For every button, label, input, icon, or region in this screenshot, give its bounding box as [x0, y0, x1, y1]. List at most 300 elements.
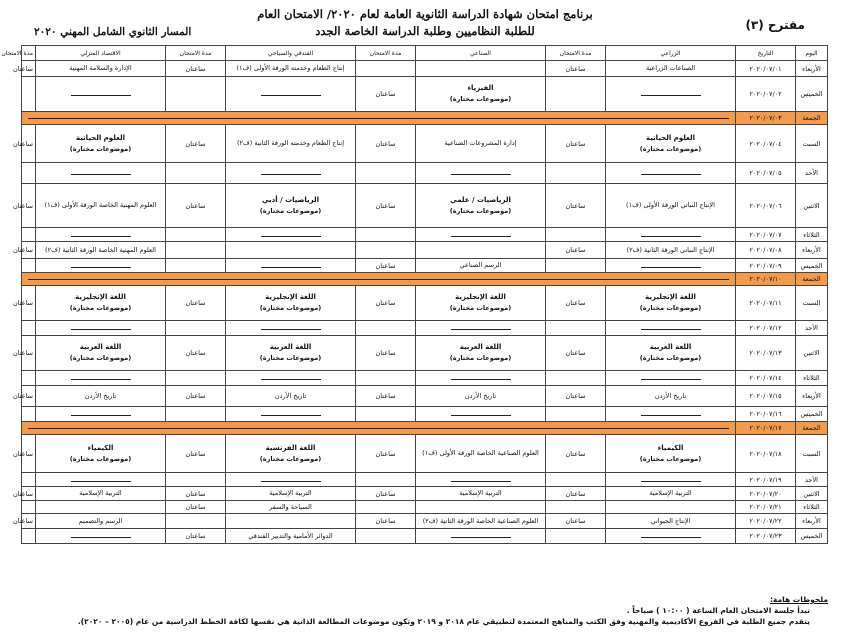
- subject-name: اللغة العربية: [269, 343, 312, 351]
- subject-cell: [226, 487, 356, 501]
- subject-cell: [226, 321, 356, 336]
- schedule-row: [22, 228, 828, 242]
- column-header: الصناعي: [416, 46, 546, 61]
- column-header: الفندقي والسياحي: [226, 46, 356, 61]
- subject-name: تاريخ الأردن: [274, 391, 307, 400]
- subject-name: السياحة والسفر: [269, 502, 312, 511]
- subject-note: (موضوعات مختارة): [69, 144, 132, 153]
- day-cell: الأحد: [796, 321, 828, 336]
- schedule-row: [22, 77, 828, 112]
- subject-cell: [416, 61, 546, 77]
- duration-cell: [356, 163, 416, 184]
- date-cell: ٢٠٢٠/٠٧/١٤: [736, 371, 796, 386]
- subject-cell: [36, 228, 166, 242]
- column-header: مدة الامتحان: [166, 46, 226, 61]
- duration-cell: [22, 321, 36, 336]
- duration-cell: [546, 371, 606, 386]
- empty-line: [451, 415, 511, 416]
- duration-cell: [546, 259, 606, 273]
- day-cell: الأحد: [796, 163, 828, 184]
- proposal-label: مقترح (٣): [745, 18, 805, 32]
- subject-name: الإدارة والسلامة المهنية: [69, 64, 132, 72]
- subject-cell: [36, 61, 166, 77]
- date-cell: ٢٠٢٠/٠٧/١٨: [736, 435, 796, 473]
- empty-line: [261, 329, 321, 330]
- empty-line: [451, 329, 511, 330]
- schedule-row: [22, 422, 828, 435]
- schedule-row: [22, 125, 828, 163]
- subject-note: (موضوعات مختارة): [259, 206, 322, 215]
- subject-cell: [226, 386, 356, 407]
- duration-cell: [166, 163, 226, 184]
- empty-line: [641, 379, 701, 380]
- subject-note: (موضوعات مختارة): [69, 354, 132, 362]
- subject-cell: [416, 407, 546, 422]
- subject-name: تاريخ الأردن: [84, 391, 117, 400]
- subject-cell: [416, 514, 546, 529]
- subject-name: اللغة الإنجليزية: [645, 293, 696, 301]
- day-cell: الخميس: [796, 259, 828, 273]
- column-header: الاقتصاد المنزلي: [36, 46, 166, 61]
- duration-cell: [22, 259, 36, 273]
- empty-line: [71, 267, 131, 268]
- day-cell: الأربعاء: [796, 386, 828, 407]
- subject-cell: [36, 501, 166, 514]
- subject-cell: [36, 77, 166, 112]
- subject-cell: [226, 77, 356, 112]
- date-cell: ٢٠٢٠/٠٧/٠٦: [736, 184, 796, 228]
- subject-note: (موضوعات مختارة): [449, 206, 512, 215]
- date-cell: ٢٠٢٠/٠٧/١٥: [736, 386, 796, 407]
- empty-line: [641, 174, 701, 175]
- document-header: [0, 0, 850, 44]
- duration-cell: ساعتان: [546, 242, 606, 259]
- duration-cell: ساعتان: [166, 184, 226, 228]
- empty-line: [71, 415, 131, 416]
- subject-cell: [226, 371, 356, 386]
- duration-cell: ساعتان: [166, 487, 226, 501]
- subject-cell: [226, 242, 356, 259]
- subject-cell: [226, 228, 356, 242]
- duration-cell: ساعتان: [356, 487, 416, 501]
- duration-cell: ساعتان: [546, 286, 606, 321]
- day-cell: الجمعة: [796, 422, 828, 435]
- date-cell: ٢٠٢٠/٠٧/٢١: [736, 501, 796, 514]
- subject-name: الإنتاج النباتي الورقة الأولى (ف١): [626, 201, 715, 209]
- duration-cell: [22, 473, 36, 487]
- subject-name: التربية الإسلامية: [649, 489, 692, 497]
- subject-cell: [226, 473, 356, 487]
- subject-name: إدارة المشروعات الصناعية: [444, 139, 517, 147]
- duration-cell: ساعتان: [356, 286, 416, 321]
- subject-cell: [606, 125, 736, 163]
- schedule-row: [22, 259, 828, 273]
- subject-cell: [606, 286, 736, 321]
- subject-cell: [416, 77, 546, 112]
- subject-cell: [606, 514, 736, 529]
- table-header-row: [22, 46, 828, 61]
- subject-name: الفيزياء: [467, 84, 494, 92]
- subject-name: اللغة العربية: [79, 343, 122, 351]
- subject-name: الكيمياء: [87, 443, 114, 452]
- subject-cell: [416, 336, 546, 371]
- duration-cell: [22, 77, 36, 112]
- subject-name: الرسم والتصميم: [78, 516, 123, 525]
- duration-cell: ساعتان: [546, 184, 606, 228]
- schedule-row: [22, 286, 828, 321]
- subject-note: (موضوعات مختارة): [449, 304, 512, 312]
- duration-cell: ساعتان: [356, 125, 416, 163]
- date-cell: ٢٠٢٠/٠٧/١٠: [736, 273, 796, 286]
- subject-cell: [606, 407, 736, 422]
- day-cell: السبت: [796, 125, 828, 163]
- duration-cell: ساعتان: [546, 61, 606, 77]
- holiday-cell: [22, 422, 736, 435]
- subject-cell: [416, 286, 546, 321]
- subject-name: إنتاج الطعام وخدمته الورقة الأولى (ف١): [236, 64, 345, 72]
- subject-name: الرياضيات / علمي: [450, 195, 511, 204]
- subject-cell: [416, 259, 546, 273]
- title-line-1: برنامج امتحان شهادة الدراسة الثانوية العامة لعام ٢٠٢٠/ الامتحان العام: [257, 7, 593, 21]
- note-item: يتقدم جميع الطلبة في الفروع الأكاديمية والمهنية وفق الكتب والمناهج المعتمدة لتطبيقي عام ٢٠١٨ و ٢٠١٩ وتكون موضوعات المطالعة الذاتية هي نفسها لكافة الخطط الدراسية من عام (٢٠٠٥ – ٢٠٢٠).: [77, 617, 810, 626]
- schedule-row: [22, 487, 828, 501]
- duration-cell: [546, 529, 606, 544]
- subject-name: إنتاج الطعام وخدمته الورقة الثانية (ف٢): [236, 139, 345, 147]
- subject-cell: [606, 184, 736, 228]
- subject-cell: [36, 184, 166, 228]
- subject-cell: [606, 321, 736, 336]
- day-cell: الثلاثاء: [796, 228, 828, 242]
- duration-cell: [356, 242, 416, 259]
- date-cell: ٢٠٢٠/٠٧/١٩: [736, 473, 796, 487]
- subject-note: (موضوعات مختارة): [639, 354, 702, 362]
- subject-cell: [416, 487, 546, 501]
- duration-cell: [356, 371, 416, 386]
- schedule-row: [22, 184, 828, 228]
- document-title: [180, 6, 670, 40]
- schedule-row: [22, 407, 828, 422]
- duration-cell: ساعتان: [22, 336, 36, 371]
- schedule-row: [22, 371, 828, 386]
- empty-line: [451, 481, 511, 482]
- date-cell: ٢٠٢٠/٠٧/٢٢: [736, 514, 796, 529]
- duration-cell: ساعتان: [546, 386, 606, 407]
- duration-cell: [22, 371, 36, 386]
- subject-name: اللغة الفرنسية: [265, 443, 316, 452]
- subject-note: (موضوعات مختارة): [69, 304, 132, 312]
- duration-cell: [546, 321, 606, 336]
- empty-line: [71, 174, 131, 175]
- subject-cell: [416, 386, 546, 407]
- empty-line: [641, 537, 701, 538]
- duration-cell: [356, 529, 416, 544]
- subject-name: التربية الإسلامية: [459, 489, 502, 497]
- empty-line: [261, 267, 321, 268]
- subject-cell: [36, 336, 166, 371]
- duration-cell: ساعتان: [166, 529, 226, 544]
- empty-line: [71, 481, 131, 482]
- empty-line: [261, 236, 321, 237]
- subject-name: العلوم المهنية الخاصة الورقة الأولى (ف١): [44, 201, 157, 209]
- subject-cell: [226, 163, 356, 184]
- column-header: مدة الامتحان: [22, 46, 36, 61]
- day-cell: الجمعة: [796, 273, 828, 286]
- notes-section: [40, 594, 828, 627]
- duration-cell: [166, 407, 226, 422]
- duration-cell: [166, 473, 226, 487]
- duration-cell: ساعتان: [546, 514, 606, 529]
- date-cell: ٢٠٢٠/٠٧/٠١: [736, 61, 796, 77]
- date-cell: ٢٠٢٠/٠٧/٠٨: [736, 242, 796, 259]
- duration-cell: ساعتان: [166, 286, 226, 321]
- column-header: مدة الامتحان: [356, 46, 416, 61]
- date-cell: ٢٠٢٠/٠٧/٢٣: [736, 529, 796, 544]
- duration-cell: ساعتان: [22, 286, 36, 321]
- subject-note: (موضوعات مختارة): [639, 144, 702, 153]
- duration-cell: ساعتان: [356, 386, 416, 407]
- schedule-row: [22, 273, 828, 286]
- subject-cell: [36, 286, 166, 321]
- subject-cell: [226, 529, 356, 544]
- subject-name: الكيمياء: [657, 443, 684, 452]
- subject-cell: [606, 259, 736, 273]
- schedule-row: [22, 529, 828, 544]
- notes-heading: ملحوظات هامة:: [769, 595, 828, 604]
- empty-line: [451, 537, 511, 538]
- empty-line: [641, 267, 701, 268]
- subject-cell: [606, 529, 736, 544]
- subject-note: (موضوعات مختارة): [639, 304, 702, 312]
- subject-cell: [36, 487, 166, 501]
- empty-line: [451, 174, 511, 175]
- subject-cell: [606, 435, 736, 473]
- subject-note: (موضوعات مختارة): [259, 304, 322, 312]
- duration-cell: [356, 228, 416, 242]
- duration-cell: [166, 77, 226, 112]
- day-cell: الثلاثاء: [796, 501, 828, 514]
- schedule-row: [22, 61, 828, 77]
- track-label: المسار الثانوي الشامل المهني ٢٠٢٠: [34, 26, 192, 38]
- duration-cell: [546, 228, 606, 242]
- date-cell: ٢٠٢٠/٠٧/١٧: [736, 422, 796, 435]
- duration-cell: [356, 61, 416, 77]
- subject-cell: [36, 407, 166, 422]
- subject-cell: [606, 163, 736, 184]
- duration-cell: ساعتان: [22, 435, 36, 473]
- subject-name: الرياضيات / أدبي: [261, 195, 320, 204]
- schedule-row: [22, 336, 828, 371]
- duration-cell: [166, 514, 226, 529]
- subject-cell: [416, 163, 546, 184]
- duration-cell: ساعتان: [22, 184, 36, 228]
- date-cell: ٢٠٢٠/٠٧/١٣: [736, 336, 796, 371]
- subject-cell: [606, 473, 736, 487]
- day-cell: الاثنين: [796, 336, 828, 371]
- day-cell: السبت: [796, 286, 828, 321]
- subject-cell: [226, 407, 356, 422]
- subject-cell: [36, 321, 166, 336]
- duration-cell: [166, 371, 226, 386]
- subject-cell: [606, 487, 736, 501]
- title-line-2: للطلبة النظاميين وطلبة الدراسة الخاصة الجدد: [315, 24, 535, 38]
- subject-name: التربية الإسلامية: [79, 489, 122, 497]
- subject-name: الصناعات الزراعية: [645, 64, 696, 72]
- subject-cell: [226, 61, 356, 77]
- date-cell: ٢٠٢٠/٠٧/٠٤: [736, 125, 796, 163]
- duration-cell: [356, 321, 416, 336]
- empty-line: [71, 95, 131, 96]
- schedule-row: [22, 473, 828, 487]
- duration-cell: ساعتان: [22, 61, 36, 77]
- day-cell: الثلاثاء: [796, 371, 828, 386]
- subject-cell: [606, 228, 736, 242]
- subject-note: (موضوعات مختارة): [259, 454, 322, 463]
- subject-cell: [416, 501, 546, 514]
- duration-cell: [22, 163, 36, 184]
- subject-cell: [36, 259, 166, 273]
- day-cell: الخميس: [796, 77, 828, 112]
- duration-cell: ساعتان: [356, 77, 416, 112]
- subject-cell: [226, 501, 356, 514]
- subject-name: الرسم الصناعي: [459, 261, 502, 269]
- subject-cell: [226, 336, 356, 371]
- subject-name: التربية الإسلامية: [269, 489, 312, 497]
- duration-cell: [22, 407, 36, 422]
- column-header: مدة الامتحان: [546, 46, 606, 61]
- subject-cell: [226, 286, 356, 321]
- date-cell: ٢٠٢٠/٠٧/٠٣: [736, 112, 796, 125]
- subject-cell: [416, 321, 546, 336]
- schedule-row: [22, 435, 828, 473]
- duration-cell: ساعتان: [356, 336, 416, 371]
- subject-cell: [36, 514, 166, 529]
- subject-cell: [416, 228, 546, 242]
- subject-cell: [36, 529, 166, 544]
- column-header: التاريخ: [736, 46, 796, 61]
- schedule-row: [22, 112, 828, 125]
- empty-line: [261, 481, 321, 482]
- subject-name: العلوم المهنية الخاصة الورقة الثانية (ف٢): [45, 245, 156, 254]
- empty-line: [261, 174, 321, 175]
- empty-line: [641, 415, 701, 416]
- subject-name: العلوم الحياتية: [645, 133, 696, 142]
- subject-name: اللغة الإنجليزية: [265, 293, 316, 301]
- empty-line: [261, 95, 321, 96]
- subject-cell: [416, 184, 546, 228]
- subject-name: العلوم الصناعية الخاصة الورقة الثانية (ف٢): [422, 516, 539, 525]
- duration-cell: [22, 228, 36, 242]
- day-cell: الاثنين: [796, 487, 828, 501]
- holiday-cell: [22, 273, 736, 286]
- duration-cell: [356, 473, 416, 487]
- duration-cell: [546, 501, 606, 514]
- subject-cell: [226, 184, 356, 228]
- duration-cell: ساعتان: [22, 487, 36, 501]
- subject-cell: [36, 473, 166, 487]
- empty-line: [451, 236, 511, 237]
- empty-line: [261, 415, 321, 416]
- empty-line: [641, 236, 701, 237]
- empty-line: [71, 379, 131, 380]
- duration-cell: ساعتان: [22, 386, 36, 407]
- column-header: الزراعي: [606, 46, 736, 61]
- duration-cell: [166, 259, 226, 273]
- subject-cell: [416, 371, 546, 386]
- subject-cell: [606, 501, 736, 514]
- duration-cell: [546, 163, 606, 184]
- subject-cell: [606, 386, 736, 407]
- subject-name: الإنتاج النباتي الورقة الثانية (ف٢): [626, 245, 715, 254]
- subject-note: (موضوعات مختارة): [639, 454, 702, 463]
- subject-name: الإنتاج الحيواني: [650, 516, 691, 525]
- duration-cell: ساعتان: [356, 435, 416, 473]
- duration-cell: [546, 77, 606, 112]
- subject-cell: [226, 125, 356, 163]
- subject-cell: [226, 435, 356, 473]
- date-cell: ٢٠٢٠/٠٧/٠٥: [736, 163, 796, 184]
- duration-cell: ساعتان: [166, 386, 226, 407]
- schedule-row: [22, 321, 828, 336]
- schedule-row: [22, 163, 828, 184]
- empty-line: [641, 481, 701, 482]
- schedule-row: [22, 242, 828, 259]
- column-header: اليوم: [796, 46, 828, 61]
- date-cell: ٢٠٢٠/٠٧/١٦: [736, 407, 796, 422]
- duration-cell: ساعتان: [546, 435, 606, 473]
- exam-schedule-table: [1, 45, 828, 544]
- subject-name: الدوائر الأمامية والتدبير الفندقي: [248, 531, 333, 540]
- subject-cell: [606, 371, 736, 386]
- subject-cell: [416, 473, 546, 487]
- duration-cell: [356, 407, 416, 422]
- duration-cell: ساعتان: [166, 501, 226, 514]
- subject-note: (موضوعات مختارة): [449, 95, 512, 103]
- subject-name: اللغة العربية: [649, 343, 692, 351]
- subject-cell: [36, 371, 166, 386]
- duration-cell: [166, 228, 226, 242]
- duration-cell: ساعتان: [22, 125, 36, 163]
- schedule-row: [22, 386, 828, 407]
- subject-name: تاريخ الأردن: [464, 391, 497, 400]
- day-cell: الجمعة: [796, 112, 828, 125]
- date-cell: ٢٠٢٠/٠٧/٠٧: [736, 228, 796, 242]
- day-cell: الخميس: [796, 407, 828, 422]
- duration-cell: ساعتان: [22, 242, 36, 259]
- duration-cell: ساعتان: [22, 514, 36, 529]
- subject-note: (موضوعات مختارة): [259, 354, 322, 362]
- day-cell: الأربعاء: [796, 61, 828, 77]
- day-cell: الأربعاء: [796, 514, 828, 529]
- subject-cell: [226, 259, 356, 273]
- empty-line: [641, 95, 701, 96]
- duration-cell: ساعتان: [356, 259, 416, 273]
- subject-cell: [606, 61, 736, 77]
- subject-cell: [416, 125, 546, 163]
- subject-cell: [36, 125, 166, 163]
- subject-cell: [36, 435, 166, 473]
- subject-note: (موضوعات مختارة): [69, 454, 132, 463]
- holiday-cell: [22, 112, 736, 125]
- day-cell: الخميس: [796, 529, 828, 544]
- empty-line: [71, 236, 131, 237]
- duration-cell: ساعتان: [166, 336, 226, 371]
- duration-cell: ساعتان: [166, 435, 226, 473]
- duration-cell: ساعتان: [546, 125, 606, 163]
- duration-cell: [22, 529, 36, 544]
- day-cell: الاثنين: [796, 184, 828, 228]
- subject-cell: [416, 435, 546, 473]
- duration-cell: [166, 321, 226, 336]
